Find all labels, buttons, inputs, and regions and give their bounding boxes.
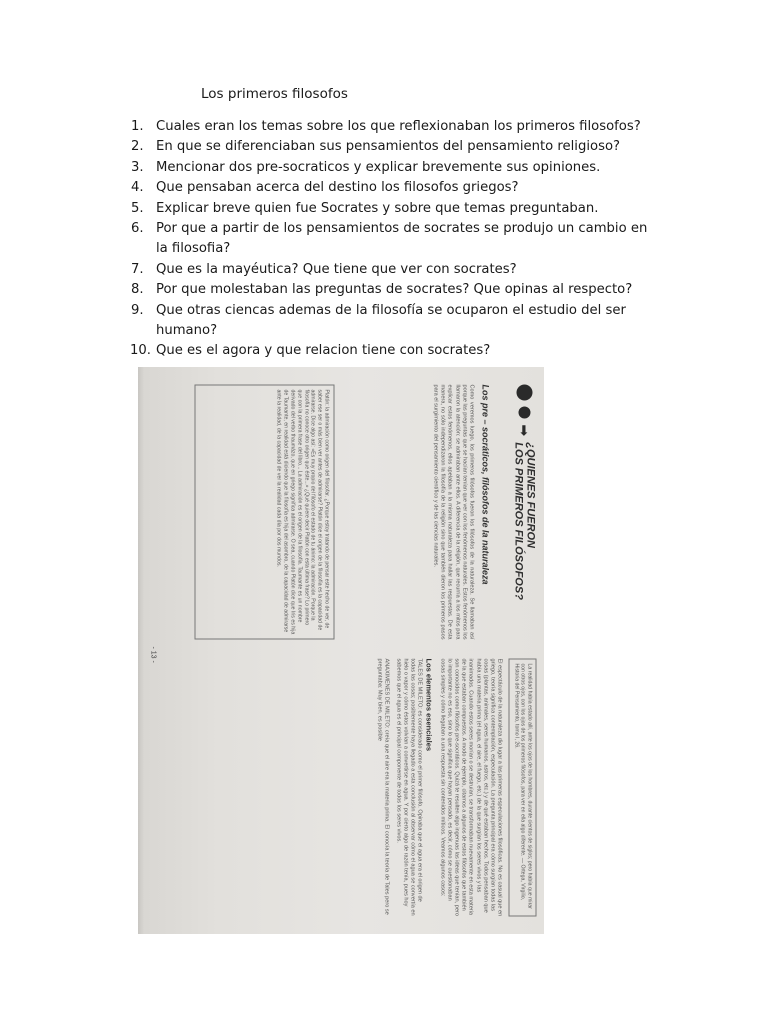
anaximenes-paragraph: ANAXIMENES DE MILETO: creía que el aire era la materia prima. El conocía la teoría de Tales pero se preguntaba: Muy bien, es posible xyxy=(376,658,390,915)
bullet-dot-icon xyxy=(517,385,533,401)
question-text: Que pensaban acerca del destino los filosofos griegos? xyxy=(156,180,519,196)
platon-box: Platón: la admiración como origen del filosofar. ¿Porque estoy tratando de pensar este hecho de ver, de saber ese ser o más bien ver antes de admirarse? Platón dice el origen de la filosofía es la capacidad de admirarse. Dice algo así: «Es muy propio del filósofo el estado de tu ánimo: la admiración. Porque la filosofía no conoce otro origen que éste...» ¿Qué quiere decir Platón con esta última frase? Lo primero que con la primera frase del libro... La admiración es el origen de la filosofía. Taumante es un nombre derivado del verbo thaumázo, que en griego significa admirarse. O sea, cuando Platón dice que Iris es hija de Taumante, en realidad está diciendo que la filosofía es hija del asombro, de la capacidad de admirarse ante la realidad, de la capacidad de ver la realidad cada día por dos mundos. xyxy=(195,385,335,640)
right-column-text: El espectáculo de la naturaleza dio lugar a las primeras especulaciones filosóficas. No es casual que en griego, teoría significa contemplación, especulación. La pregunta principal era cómo surgían todas las cosas (plantas, animales, seres humanos, astros, etc.) y de qué estaban hechos. Todos pensaban que había una materia prima (el agua, el aire, el fuego, etc.) de la que surgían los seres vivos y las inanimados. Cuando estos seres morían o se destruían, se transformaban nuevamente en esta materia de la que estaban compuestos. A modo de ejemplo, citamos a algunos de estos filósofos que también son conocidos como filósofos pre-socráticos. Quizá te resulten algo ingenuas las ideas que tenían, pero lo importante no es eso, sino lo que significa que hayan pensado, es decir, cómo se cuestionaban cosas simples y cómo llegaban a una respuesta sin contenidos míticos. Veamos algunos casos: xyxy=(439,658,503,917)
question-text: Por que molestaban las preguntas de socrates? Que opinas al respecto? xyxy=(156,282,633,298)
question-text: Por que a partir de los pensamientos de socrates se produjo un cambio en la filosofia? xyxy=(156,221,648,257)
question-item xyxy=(131,301,651,342)
book-heading xyxy=(513,385,537,600)
question-text: Que es la mayéutica? Que tiene que ver con socrates? xyxy=(156,261,517,277)
question-item xyxy=(131,199,651,219)
question-item xyxy=(131,341,651,361)
question-number: 9. xyxy=(131,302,144,318)
question-text: En que se diferenciaban sus pensamientos del pensamiento religioso? xyxy=(156,139,621,155)
right-column xyxy=(375,659,536,917)
bullet-dot-icon xyxy=(519,407,531,419)
book-page-photo xyxy=(138,367,544,934)
question-number: 1. xyxy=(131,119,144,134)
question-item xyxy=(131,117,651,137)
question-number: 4. xyxy=(131,180,144,196)
question-item xyxy=(131,280,651,300)
book-heading-line: LOS PRIMEROS FILÓSOFOS? xyxy=(512,442,525,600)
page-title: Los primeros filosofos xyxy=(201,86,348,102)
question-number: 7. xyxy=(131,261,144,277)
question-number: 6. xyxy=(131,221,144,237)
question-item xyxy=(131,178,651,198)
section-title: Los pre – socráticos, filósofos de la naturaleza xyxy=(480,384,491,585)
question-number: 3. xyxy=(131,159,144,175)
question-text: Cuales eran los temas sobre los que reflexionaban los primeros filosofos? xyxy=(156,119,641,134)
question-text: Explicar breve quien fue Socrates y sobre que temas preguntaban. xyxy=(156,200,599,216)
left-column-text: Como veremos luego, los primeros filósofos fueron los filósofos de la naturaleza. Se llamaban así porque las preguntas que se hacían tenían que ver con los fenómenos naturales. Estos fenómenos los llamaron la atención: se admiraban ante ellos. A diferencia de la religión, que recurría a los mitos para explicar estos fenómenos, ellos apelaban a la misma naturaleza para hallar las respuestas. De esta manera, no sólo independizaron la filosofía de la religión sino que también dieron los primeros pasos para el surgimiento del pensamiento científico y de las ciencias naturales. xyxy=(432,384,475,640)
arrow-right-icon: ➡ xyxy=(517,424,533,437)
question-number: 2. xyxy=(131,139,144,155)
question-number: 10. xyxy=(130,343,151,359)
question-number: 8. xyxy=(131,282,144,298)
page-number: - 13 - xyxy=(149,646,157,663)
question-item xyxy=(131,137,651,157)
rotated-book-page xyxy=(139,367,545,934)
question-text: Mencionar dos pre-socraticos y explicar brevemente sus opiniones. xyxy=(156,159,601,175)
question-text: Que otras ciencas ademas de la filosofía se ocuparon el estudio del ser humano? xyxy=(156,302,626,339)
quote-box: La realidad había estado allí, ante los ojos de los hombres, durante cientos de siglos; pero había que mirar con otros ojos, con los ojos de los primeros filósofos, para ver en ella algo diferente. — Ortega, Virgilio, Historia del Pensamiento, tomo I, 26. xyxy=(509,659,537,917)
tales-paragraph: TALES DE MILETO: es considerado como el primer filósofo. Opinaba que el agua era el origen de todas las cosas; posiblemente haya llegado a esta conclusión al observar cómo el agua se convertía en hielo o vapor y cómo éstos volvían a convertirse en agua. Y por cierto algo de razón tenía, pues hoy sabemos que el agua es el principal componente de todos los seres vivos. xyxy=(395,658,423,916)
question-item xyxy=(131,260,651,280)
question-text: Que es el agora y que relacion tiene con socrates? xyxy=(156,343,491,359)
book-heading-line: ¿QUIENES FUERON xyxy=(524,442,537,548)
question-list xyxy=(131,117,651,362)
question-item xyxy=(131,219,651,260)
question-number: 5. xyxy=(131,200,144,216)
question-item xyxy=(131,158,651,178)
subheading: Los elementos esenciales xyxy=(424,658,434,752)
